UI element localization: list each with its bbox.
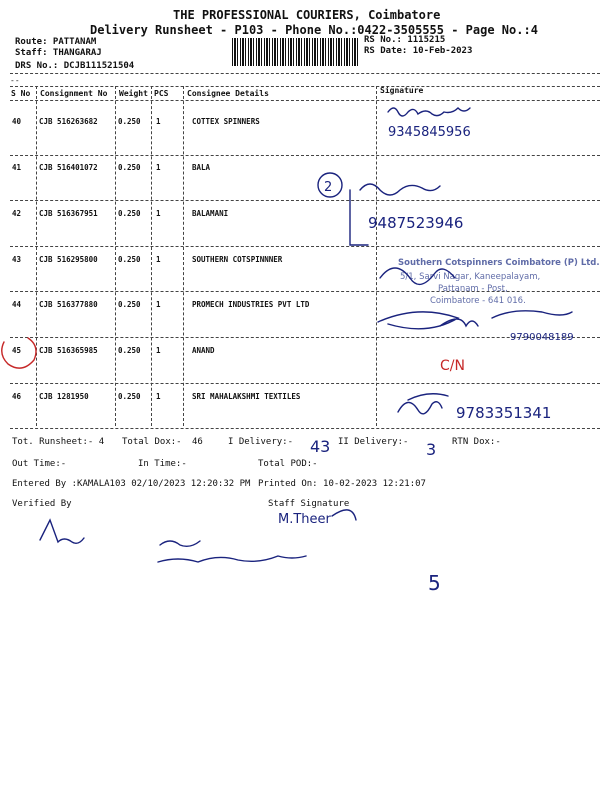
stamp-line2: 5/1, Sarvi Nagar, Kaneepalayam,	[400, 272, 541, 282]
row-consignee: SOUTHERN COTSPINNNER	[192, 255, 283, 264]
rtn-dox-label: RTN Dox:-	[452, 437, 501, 447]
row-sno: 45	[12, 346, 22, 355]
stamp-line1: Southern Cotspinners Coimbatore (P) Ltd.	[398, 258, 600, 268]
row-pcs: 1	[156, 392, 161, 401]
runsheet-title: Delivery Runsheet - P103 - Phone No.:0422-3505555 - Page No.:4	[90, 23, 538, 37]
row-pcs: 1	[156, 255, 161, 264]
row-consignee: COTTEX SPINNERS	[192, 117, 260, 126]
staff-sign: M.Theer	[278, 512, 331, 527]
stamp-line3: Pattanam - Post,	[438, 284, 508, 294]
row-pcs: 1	[156, 300, 161, 309]
staff-label: Staff: THANGARAJ	[15, 48, 102, 58]
row46-phone: 9783351341	[456, 404, 552, 422]
row-weight: 0.250	[118, 300, 141, 309]
i-delivery-label: I Delivery:-	[228, 437, 294, 447]
row45-note: C/N	[440, 358, 465, 374]
col-consignee: Consignee Details	[187, 89, 269, 98]
stamp-line4: Coimbatore - 641 016.	[430, 296, 526, 306]
ii-delivery-label: II Delivery:-	[338, 437, 409, 447]
printed-on: Printed On: 10-02-2023 12:21:07	[258, 479, 426, 489]
col-consignment: Consignment No	[40, 89, 108, 98]
row-cn: CJB 516295800	[39, 255, 98, 264]
total-dox-value: 46	[192, 437, 203, 447]
row-sno: 43	[12, 255, 22, 264]
company-title: THE PROFESSIONAL COURIERS, Coimbatore	[173, 8, 441, 22]
row-pcs: 1	[156, 346, 161, 355]
row-weight: 0.250	[118, 117, 141, 126]
in-time: In Time:-	[138, 459, 187, 469]
row40-phone: 9345845956	[388, 125, 471, 140]
row-cn: CJB 516365985	[39, 346, 98, 355]
row-sno: 42	[12, 209, 22, 218]
row-consignee: ANAND	[192, 346, 215, 355]
col-sno: S No	[11, 89, 31, 98]
col-signature: Signature	[380, 86, 424, 95]
page-mark: 5	[428, 571, 441, 595]
tot-runsheet: Tot. Runsheet:- 4	[12, 437, 105, 447]
total-pod: Total POD:-	[258, 459, 318, 469]
total-dox-label: Total Dox:-	[122, 437, 182, 447]
row-weight: 0.250	[118, 209, 141, 218]
col-pcs: PCS	[154, 89, 169, 98]
row-sno: 41	[12, 163, 22, 172]
row-sno: 44	[12, 300, 22, 309]
row-pcs: 1	[156, 117, 161, 126]
i-delivery-count: 43	[310, 437, 331, 456]
col-weight: Weight	[119, 89, 148, 98]
rs-number: RS No.: 1115215	[364, 35, 446, 45]
row-cn: CJB 1281950	[39, 392, 89, 401]
row-pcs: 1	[156, 209, 161, 218]
row-cn: CJB 516401072	[39, 163, 98, 172]
row-weight: 0.250	[118, 255, 141, 264]
row-cn: CJB 516367951	[39, 209, 98, 218]
row-pcs: 1	[156, 163, 161, 172]
entered-by: Entered By :KAMALA103 02/10/2023 12:20:32 PM	[12, 479, 251, 489]
row-consignee: PROMECH INDUSTRIES PVT LTD	[192, 300, 310, 309]
row-consignee: BALA	[192, 163, 211, 172]
row-cn: CJB 516377880	[39, 300, 98, 309]
staff-signature-label: Staff Signature	[268, 499, 350, 509]
row-consignee: SRI MAHALAKSHMI TEXTILES	[192, 392, 301, 401]
row41-circle-number: 2	[324, 180, 333, 195]
row-consignee: BALAMANI	[192, 209, 229, 218]
row42-phone: 9487523946	[368, 214, 464, 232]
row-sno: 46	[12, 392, 22, 401]
ii-delivery-count: 3	[426, 440, 437, 459]
drs-number: DRS No.: DCJB111521504	[15, 61, 135, 71]
row-sno: 40	[12, 117, 22, 126]
row-cn: CJB 516263682	[39, 117, 98, 126]
rs-date: RS Date: 10-Feb-2023	[364, 46, 473, 56]
row-weight: 0.250	[118, 346, 141, 355]
row-weight: 0.250	[118, 163, 141, 172]
row-weight: 0.250	[118, 392, 141, 401]
row44-phone: 9790048189	[510, 332, 574, 343]
out-time: Out Time:-	[12, 459, 67, 469]
route-label: Route: PATTANAM	[15, 37, 97, 47]
verified-by: Verified By	[12, 499, 72, 509]
